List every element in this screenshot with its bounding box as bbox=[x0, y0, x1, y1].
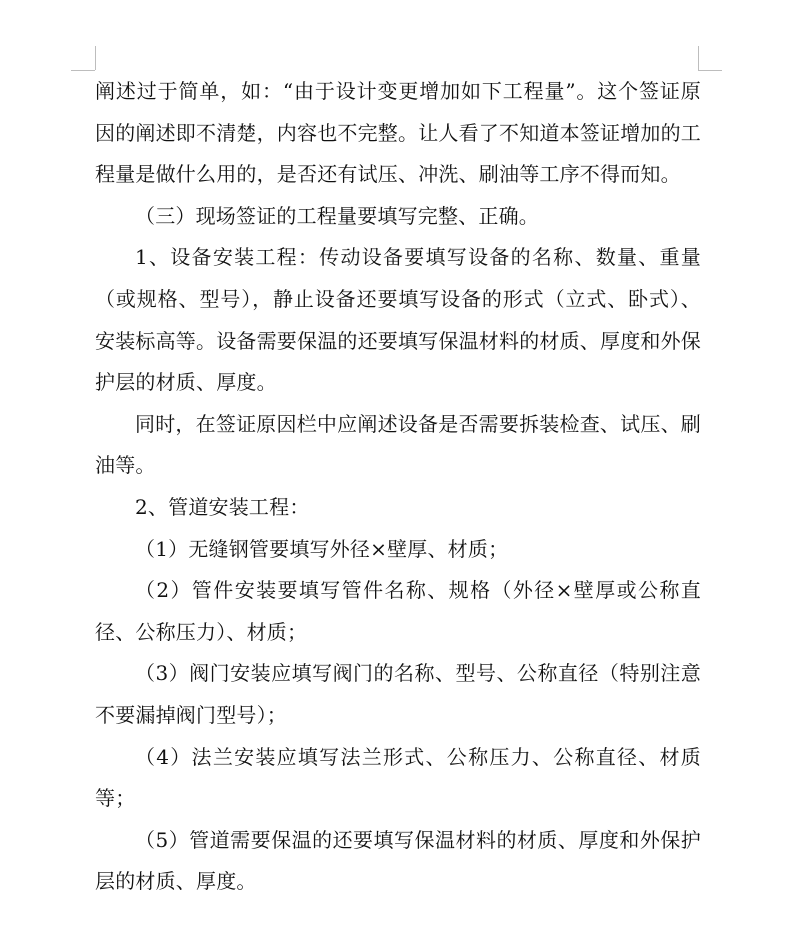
list-item: （4）法兰安装应填写法兰形式、公称压力、公称直径、材质等； bbox=[95, 744, 701, 811]
crop-mark-top-right-horizontal bbox=[698, 70, 722, 71]
crop-mark-top-left-vertical bbox=[95, 46, 96, 70]
list-item: （1）无缝钢管要填写外径×壁厚、材质； bbox=[135, 536, 509, 561]
crop-mark-top-right-vertical bbox=[698, 46, 699, 70]
section-heading: （三）现场签证的工程量要填写完整、正确。 bbox=[135, 203, 539, 228]
crop-mark-top-left-horizontal bbox=[71, 70, 95, 71]
paragraph: 同时，在签证原因栏中应阐述设备是否需要拆装检查、试压、刷油等。 bbox=[95, 411, 701, 478]
list-item: （2）管件安装要填写管件名称、规格（外径×壁厚或公称直径、公称压力）、材质； bbox=[95, 578, 701, 644]
paragraph: 阐述过于简单，如：“由于设计变更增加如下工程量”。这个签证原因的阐述即不清楚，内容也不完整。让人看了不知道本签证增加的工程量是做什么用的，是否还有试压、冲洗、刷油等工序不得而知。 bbox=[95, 79, 701, 187]
subsection-heading: 2、管道安装工程： bbox=[135, 494, 310, 519]
paragraph: 1、设备安装工程：传动设备要填写设备的名称、数量、重量（或规格、型号），静止设备还要填写设备的形式（立式、卧式）、安装标高等。设备需要保温的还要填写保温材料的材质、厚度和外保护层的材质、厚度。 bbox=[95, 245, 701, 395]
list-item: （5）管道需要保温的还要填写保温材料的材质、厚度和外保护层的材质、厚度。 bbox=[95, 827, 701, 894]
list-item: （3）阀门安装应填写阀门的名称、型号、公称直径（特别注意不要漏掉阀门型号）； bbox=[95, 661, 701, 727]
document-body bbox=[95, 71, 701, 903]
